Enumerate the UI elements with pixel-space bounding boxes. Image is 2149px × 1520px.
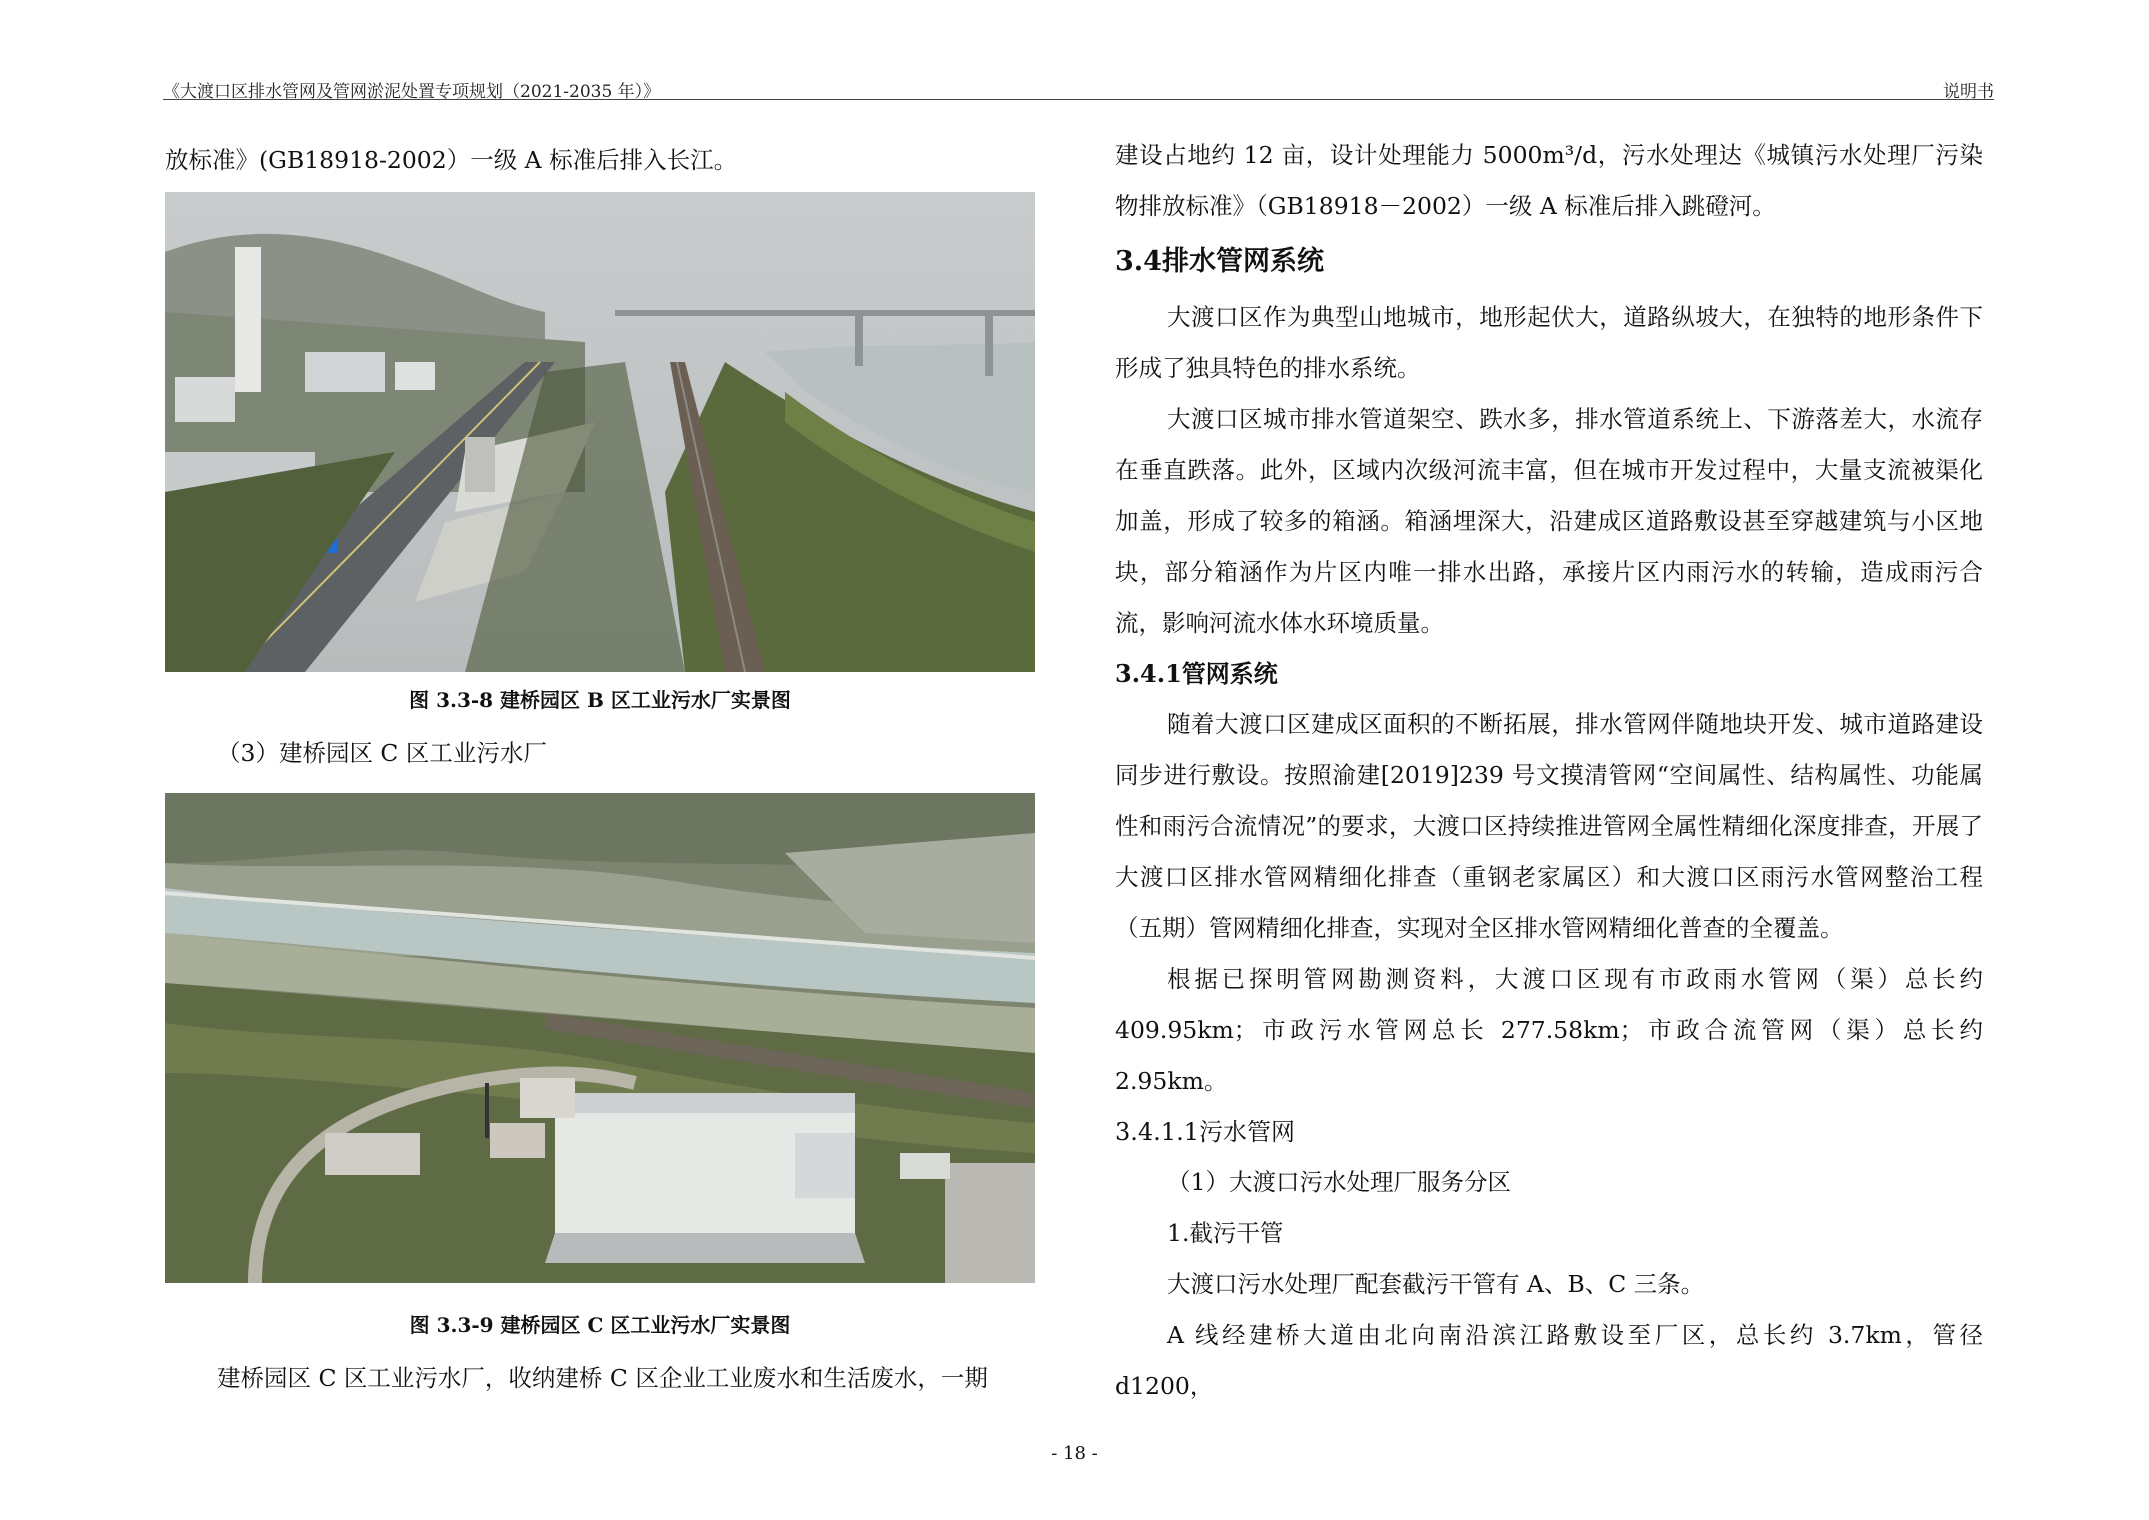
photo-b-zone-plant [165,192,1035,672]
heading-3-4-1: 3.4.1管网系统 [1115,659,1278,688]
paragraph-terrain: 大渡口区作为典型山地城市，地形起伏大，道路纵坡大，在独特的地形条件下形成了独具特色的排水系统。 [1115,303,1983,382]
list-item-service-zone: （1）大渡口污水处理厂服务分区 [1167,1168,1511,1196]
header-section: 说明书 [1943,82,1994,102]
page-number: - 18 - [1051,1443,1098,1464]
photo-c-zone-plant [165,793,1035,1283]
heading-3-4-1-1 [1115,1107,1983,1157]
paragraph-network-lengths: 根据已探明管网勘测资料，大渡口区现有市政雨水管网（渠）总长约409.95km；市政污水管网总长 277.58km；市政合流管网（渠）总长约 2.95km。 [1115,965,1983,1095]
paragraph-network-survey: 随着大渡口区建成区面积的不断拓展，排水管网伴随地块开发、城市道路建设同步进行敷设。按照渝建[2019]239 号文摸清管网“空间属性、结构属性、功能属性和雨污合流情况”的要求，大渡口区持续推进管网全属性精细化深度排查，开展了大渡口区排水管网精细化排查（重钢老家属区）和大渡口区雨污水管网整治工程（五期）管网精细化排查，实现对全区排水管网精细化普查的全覆盖。 [1115,710,1983,942]
heading-3-4: 3.4排水管网系统 [1115,246,1324,277]
left-paragraph-bottom: 建桥园区 C 区工业污水厂，收纳建桥 C 区企业工业废水和生活废水，一期 [217,1364,988,1392]
paragraph-line-a: A 线经建桥大道由北向南沿滨江路敷设至厂区，总长约 3.7km，管径 d1200， [1115,1321,1983,1400]
left-column [165,130,1035,1404]
heading-3-4-1-1-text: 3.4.1.1污水管网 [1115,1118,1295,1146]
figure-caption-3-3-9: 图 3.3-9 建桥园区 C 区工业污水厂实景图 [409,1313,791,1337]
figure-caption-3-3-8: 图 3.3-8 建桥园区 B 区工业污水厂实景图 [409,688,791,712]
left-paragraph-top: 放标准》(GB18918-2002）一级 A 标准后排入长江。 [165,146,738,174]
header-title: 《大渡口区排水管网及管网淤泥处置专项规划（2021-2035 年）》 [163,82,661,102]
paragraph-drainage-features: 大渡口区城市排水管道架空、跌水多，排水管道系统上、下游落差大，水流存在垂直跌落。此外，区域内次级河流丰富，但在城市开发过程中，大量支流被渠化加盖，形成了较多的箱涵。箱涵埋深大，沿建成区道路敷设甚至穿越建筑与小区地块，部分箱涵作为片区内唯一排水出路，承接片区内雨污水的转输，造成雨污合流，影响河流水体水环境质量。 [1115,405,1983,637]
paragraph-design-capacity: 建设占地约 12 亩，设计处理能力 5000m³/d，污水处理达《城镇污水处理厂污染物排放标准》（GB18918－2002）一级 A 标准后排入跳磴河。 [1115,141,1983,220]
right-column [1115,130,1983,1412]
paragraph-interceptor-lines: 大渡口污水处理厂配套截污干管有 A、B、C 三条。 [1167,1270,1705,1298]
header-divider [163,99,1994,100]
list-item-interceptor: 1.截污干管 [1167,1219,1284,1247]
left-subheading-c-zone: （3）建桥园区 C 区工业污水厂 [217,739,547,767]
